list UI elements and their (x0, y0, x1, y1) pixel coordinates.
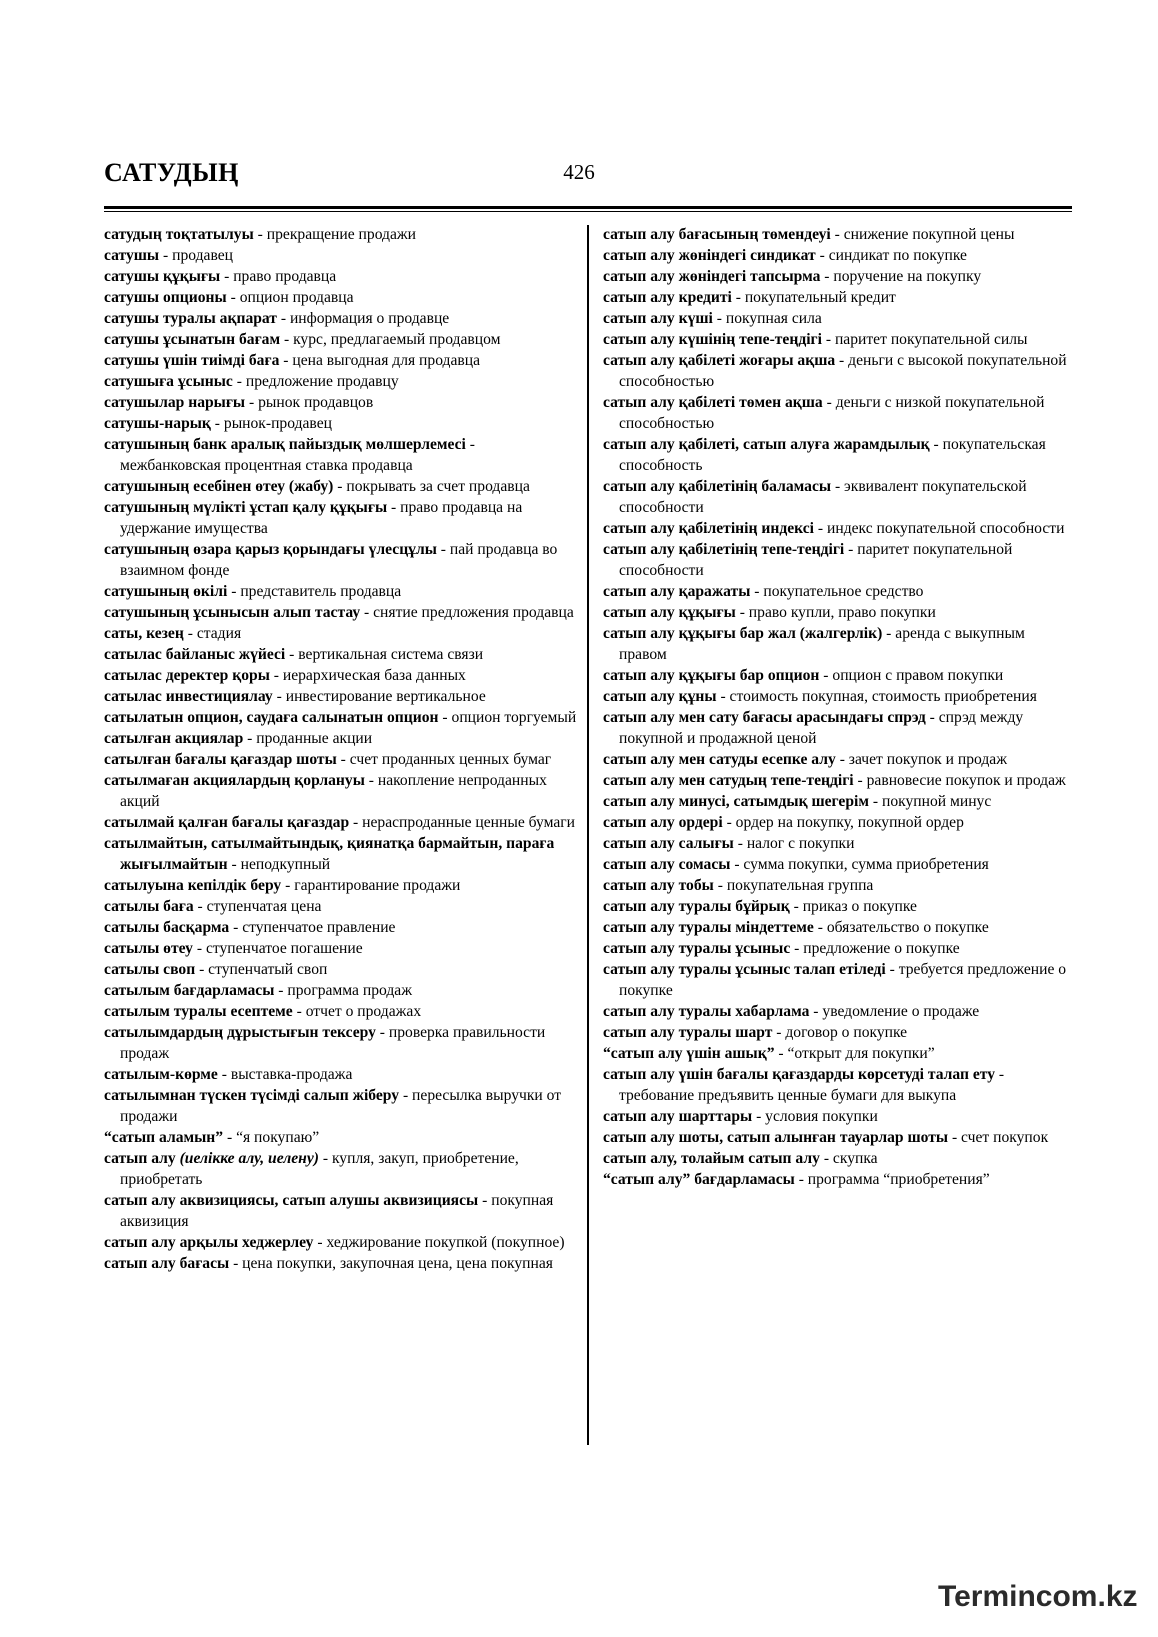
entry-definition: - “открыт для покупки” (774, 1045, 935, 1062)
watermark-logo (938, 1580, 1138, 1620)
entry-term: сатушы-нарық (104, 415, 211, 432)
dictionary-entry (104, 980, 578, 1001)
entry-definition: - опцион торгуемый (438, 709, 577, 726)
dictionary-entry (104, 1127, 578, 1148)
dictionary-entry (104, 770, 578, 812)
entry-term: сатылуына кепілдік беру (104, 877, 282, 894)
dictionary-entry (104, 896, 578, 917)
entry-definition: - сумма покупки, сумма приобретения (730, 856, 989, 873)
page-header-word: САТУДЫҢ (104, 158, 239, 187)
dictionary-entry (603, 539, 1071, 581)
entry-term: сатылымдардың дұрыстығын тексеру (104, 1024, 376, 1041)
entry-term: сатылас байланыс жүйесі (104, 646, 286, 663)
entry-term-note: (иелікке алу, иелену) (179, 1150, 319, 1167)
entry-definition: - покупной минус (868, 793, 992, 810)
entry-definition: - скупка (819, 1150, 878, 1167)
entry-definition: - приказ о покупке (789, 898, 917, 915)
entry-definition: - предложение о покупке (790, 940, 960, 957)
entry-term: сатушы (104, 247, 160, 264)
entry-term: сатылымнан түскен түсімді салып жіберу (104, 1087, 400, 1104)
header-rule-thick (104, 206, 1072, 209)
entry-term: сатушының есебінен өтеу (жабу) (104, 478, 334, 495)
dictionary-entry (603, 1169, 1071, 1190)
dictionary-entry (104, 1022, 578, 1064)
entry-definition: - покупательная группа (713, 877, 874, 894)
entry-term: сатып алу құқығы бар жал (жалгерлік) (603, 625, 883, 642)
entry-term: сатылы басқарма (104, 919, 230, 936)
dictionary-entry (104, 749, 578, 770)
entry-term: сатылым туралы есептеме (104, 1003, 293, 1020)
entry-term: сатылы өтеу (104, 940, 193, 957)
entry-definition: - выставка-продажа (217, 1066, 353, 1083)
entry-definition: - цена выгодная для продавца (279, 352, 481, 369)
dictionary-entry (603, 1148, 1071, 1169)
entry-definition: - прекращение продажи (253, 226, 417, 243)
entry-term: сатудың тоқтатылуы (104, 226, 254, 243)
entry-term: сатып алу қабілетінің тепе-теңдігі (603, 541, 845, 558)
entry-definition: - деньги с высокой покупательной способностью (619, 352, 1067, 390)
entry-definition: - неподкупный (227, 856, 331, 873)
dictionary-entry (104, 308, 578, 329)
entry-definition: - право купли, право покупки (735, 604, 936, 621)
entry-term: сатылған акциялар (104, 730, 244, 747)
dictionary-entry (104, 476, 578, 497)
entry-definition: - нераспроданные ценные бумаги (349, 814, 575, 831)
entry-definition: - аренда с выкупным правом (619, 625, 1025, 663)
entry-definition: - информация о продавце (276, 310, 450, 327)
dictionary-entry (603, 1043, 1071, 1064)
entry-term: сатып алу мен сату бағасы арасындағы спрэд (603, 709, 926, 726)
entry-term: сатып алу үшін бағалы қағаздарды көрсетуді талап ету (603, 1066, 996, 1083)
dictionary-entry (104, 665, 578, 686)
entry-definition: - пай продавца во взаимном фонде (120, 541, 558, 579)
entry-definition: - предложение продавцу (232, 373, 399, 390)
dictionary-entry (104, 539, 578, 581)
watermark-text: Termincom.kz (938, 1580, 1138, 1613)
dictionary-entry (104, 623, 578, 644)
entry-definition: - проданные акции (243, 730, 373, 747)
entry-term: сатушының мүлікті ұстап қалу құқығы (104, 499, 388, 516)
entry-definition: - индекс покупательной способности (814, 520, 1065, 537)
entry-definition: - покупная аквизиция (120, 1192, 554, 1230)
entry-definition: - продавец (159, 247, 233, 264)
entry-definition: - хеджирование покупкой (покупное) (313, 1234, 565, 1251)
entry-definition: - иерархическая база данных (269, 667, 466, 684)
entry-definition: - уведомление о продаже (809, 1003, 980, 1020)
entry-definition: - покупательное средство (750, 583, 924, 600)
entry-term: сатып алу жөніндегі синдикат (603, 247, 816, 264)
entry-term: сатып алу бағасының төмендеуі (603, 226, 831, 243)
entry-term: сатылған бағалы қағаздар шоты (104, 751, 337, 768)
dictionary-entry (104, 434, 578, 476)
dictionary-entry (603, 518, 1071, 539)
entry-definition: - вертикальная система связи (285, 646, 484, 663)
dictionary-entry (603, 896, 1071, 917)
entry-term: сатып алу аквизициясы, сатып алушы аквизициясы (104, 1192, 479, 1209)
dictionary-entry (104, 1001, 578, 1022)
entry-term: сатылас инвестициялау (104, 688, 273, 705)
entry-term: сатушының өзара қарыз қорындағы үлесцұлы (104, 541, 437, 558)
entry-term: сатып алу ордері (603, 814, 723, 831)
entry-definition: - снятие предложения продавца (360, 604, 574, 621)
header-rule-thin (104, 211, 1072, 212)
page-number: 426 (563, 160, 595, 184)
entry-term: сатушы ұсынатын бағам (104, 331, 281, 348)
entry-definition: - накопление непроданных акций (120, 772, 547, 810)
dictionary-entry (104, 1253, 578, 1274)
entry-definition: - требование предъявить ценные бумаги для выкупа (619, 1066, 1005, 1104)
entry-definition: - покупная сила (712, 310, 822, 327)
entry-definition: - купля, закуп, приобретение, приобретать (120, 1150, 519, 1188)
entry-definition: - межбанковская процентная ставка продавца (120, 436, 475, 474)
entry-term: сатып алу минусі, сатымдық шегерім (603, 793, 869, 810)
dictionary-entry (104, 686, 578, 707)
entry-term: сатылас деректер қоры (104, 667, 270, 684)
dictionary-entry (603, 917, 1071, 938)
dictionary-entry (603, 266, 1071, 287)
left-column (104, 224, 578, 1274)
entry-term: сатып алу күшінің тепе-теңдігі (603, 331, 822, 348)
dictionary-entry (603, 686, 1071, 707)
entry-term: сатып алу мен сатуды есепке алу (603, 751, 836, 768)
dictionary-entry (104, 1064, 578, 1085)
entry-term: сатып алу (104, 1150, 180, 1167)
dictionary-entry (603, 875, 1071, 896)
dictionary-entry (603, 959, 1071, 1001)
entry-term: сатып алу сомасы (603, 856, 731, 873)
dictionary-entry (603, 1001, 1071, 1022)
entry-term: саты, кезең (104, 625, 184, 642)
dictionary-entry (104, 245, 578, 266)
dictionary-entry (104, 959, 578, 980)
dictionary-entry (603, 1064, 1071, 1106)
entry-term: сатып алу шарттары (603, 1108, 753, 1125)
dictionary-entry (603, 707, 1071, 749)
entry-term: сатылым-көрме (104, 1066, 218, 1083)
entry-term: сатушыға ұсыныс (104, 373, 233, 390)
dictionary-entry (104, 1190, 578, 1232)
entry-term: сатылмай қалған бағалы қағаздар (104, 814, 350, 831)
dictionary-entry (104, 644, 578, 665)
dictionary-entry (104, 287, 578, 308)
entry-definition: - синдикат по покупке (815, 247, 967, 264)
dictionary-entry (104, 833, 578, 875)
dictionary-entry (104, 329, 578, 350)
entry-definition: - условия покупки (752, 1108, 878, 1125)
entry-definition: - договор о покупке (772, 1024, 908, 1041)
entry-term: сатып алу құқығы (603, 604, 736, 621)
dictionary-entry (104, 917, 578, 938)
entry-term: сатушы құқығы (104, 268, 221, 285)
entry-term: сатып алу күші (603, 310, 713, 327)
entry-term: сатып алу туралы міндеттеме (603, 919, 814, 936)
entry-term: сатып алу туралы шарт (603, 1024, 773, 1041)
dictionary-entry (603, 770, 1071, 791)
dictionary-entry (603, 329, 1071, 350)
entry-definition: - пересылка выручки от продажи (120, 1087, 562, 1125)
entry-term: сатып алу шоты, сатып алынған тауарлар шоты (603, 1129, 949, 1146)
dictionary-entry (603, 833, 1071, 854)
entry-term: сатушы опционы (104, 289, 227, 306)
entry-term: сатушы үшін тиімді баға (104, 352, 280, 369)
entry-definition: - цена покупки, закупочная цена, цена покупная (229, 1255, 553, 1272)
entry-term: сатып алу туралы хабарлама (603, 1003, 810, 1020)
entry-term: сатып алу тобы (603, 877, 714, 894)
entry-term: сатып алу кредиті (603, 289, 732, 306)
entry-term: сатып алу, толайым сатып алу (603, 1150, 820, 1167)
dictionary-entry (603, 749, 1071, 770)
dictionary-entry (104, 1085, 578, 1127)
column-divider (587, 225, 589, 1445)
dictionary-entry (104, 371, 578, 392)
entry-definition: - ступенчатая цена (193, 898, 322, 915)
entry-term: сатып алу қаражаты (603, 583, 751, 600)
dictionary-entry (603, 938, 1071, 959)
dictionary-entry (603, 350, 1071, 392)
entry-term: сатып алу арқылы хеджерлеу (104, 1234, 314, 1251)
dictionary-entry (104, 1232, 578, 1253)
entry-definition: - представитель продавца (227, 583, 402, 600)
entry-term: сатылы своп (104, 961, 196, 978)
entry-term: сатып алу жөніндегі тапсырма (603, 268, 821, 285)
dictionary-entry (603, 245, 1071, 266)
entry-term: сатушының өкілі (104, 583, 228, 600)
entry-definition: - ступенчатое правление (229, 919, 396, 936)
entry-term: сатылатын опцион, саудаға салынатын опцион (104, 709, 439, 726)
entry-definition: - ордер на покупку, покупной ордер (722, 814, 964, 831)
entry-definition: - эквивалент покупательской способности (619, 478, 1027, 516)
dictionary-entry (603, 308, 1071, 329)
dictionary-entry (603, 581, 1071, 602)
entry-term: “сатып аламын” (104, 1129, 224, 1146)
entry-definition: - налог с покупки (733, 835, 855, 852)
entry-term: сатып алу салығы (603, 835, 734, 852)
dictionary-entry (603, 476, 1071, 518)
entry-definition: - счет проданных ценных бумаг (336, 751, 552, 768)
entry-definition: - инвестирование вертикальное (272, 688, 486, 705)
entry-definition: - снижение покупной цены (830, 226, 1015, 243)
dictionary-entry (603, 224, 1071, 245)
entry-term: “сатып алу” бағдарламасы (603, 1171, 795, 1188)
entry-definition: - отчет о продажах (292, 1003, 422, 1020)
entry-definition: - рынок продавцов (245, 394, 374, 411)
dictionary-entry (603, 1106, 1071, 1127)
entry-term: сатып алу туралы ұсыныс (603, 940, 791, 957)
dictionary-entry (104, 392, 578, 413)
entry-definition: - курс, предлагаемый продавцом (280, 331, 501, 348)
entry-definition: - поручение на покупку (820, 268, 982, 285)
entry-term: сатушылар нарығы (104, 394, 246, 411)
entry-term: сатып алу қабілетінің баламасы (603, 478, 832, 495)
dictionary-entry (104, 497, 578, 539)
entry-definition: - право продавца на удержание имущества (120, 499, 523, 537)
entry-term: сатып алу бағасы (104, 1255, 230, 1272)
entry-term: сатушының банк аралық пайыздық мөлшерлемесі (104, 436, 466, 453)
entry-term: сатып алу құны (603, 688, 717, 705)
entry-term: сатушы туралы ақпарат (104, 310, 277, 327)
dictionary-entry (104, 812, 578, 833)
entry-definition: - покрывать за счет продавца (333, 478, 530, 495)
entry-definition: - ступенчатый своп (195, 961, 328, 978)
dictionary-entry (104, 728, 578, 749)
dictionary-entry (104, 350, 578, 371)
entry-term: “сатып алу үшін ашық” (603, 1045, 775, 1062)
entry-term: сатылым бағдарламасы (104, 982, 275, 999)
entry-term: сатып алу туралы бұйрық (603, 898, 790, 915)
entry-term: сатылы баға (104, 898, 194, 915)
entry-definition: - зачет покупок и продаж (835, 751, 1007, 768)
entry-definition: - программа продаж (274, 982, 413, 999)
entry-definition: - ступенчатое погашение (192, 940, 363, 957)
dictionary-entry (104, 707, 578, 728)
entry-definition: - паритет покупательной способности (619, 541, 1013, 579)
dictionary-entry (104, 224, 578, 245)
entry-term: сатушының ұсынысын алып тастау (104, 604, 361, 621)
entry-term: сатып алу қабілетінің индексі (603, 520, 815, 537)
entry-term: сатып алу мен сатудың тепе-теңдігі (603, 772, 854, 789)
entry-term: сатып алу туралы ұсыныс талап етіледі (603, 961, 886, 978)
dictionary-entry (603, 812, 1071, 833)
dictionary-entry (603, 665, 1071, 686)
dictionary-entry (104, 266, 578, 287)
dictionary-entry (603, 602, 1071, 623)
right-column (603, 224, 1071, 1190)
dictionary-entry (603, 791, 1071, 812)
entry-term: сатып алу қабілеті төмен ақша (603, 394, 823, 411)
dictionary-entry (104, 413, 578, 434)
dictionary-entry (104, 875, 578, 896)
dictionary-entry (603, 1127, 1071, 1148)
entry-definition: - “я покупаю” (223, 1129, 320, 1146)
entry-definition: - стадия (183, 625, 242, 642)
entry-definition: - спрэд между покупной и продажной ценой (619, 709, 1024, 747)
entry-definition: - опцион с правом покупки (819, 667, 1004, 684)
entry-term: сатып алу қабілеті, сатып алуға жарамдылық (603, 436, 930, 453)
dictionary-entry (104, 581, 578, 602)
entry-definition: - счет покупок (948, 1129, 1049, 1146)
dictionary-entry (603, 434, 1071, 476)
entry-definition: - покупательный кредит (731, 289, 896, 306)
entry-definition: - деньги с низкой покупательной способностью (619, 394, 1045, 432)
entry-term: сатып алу құқығы бар опцион (603, 667, 820, 684)
dictionary-entry (104, 602, 578, 623)
entry-definition: - опцион продавца (226, 289, 354, 306)
entry-definition: - покупательская способность (619, 436, 1046, 474)
entry-definition: - гарантирование продажи (281, 877, 461, 894)
dictionary-entry (104, 1148, 578, 1190)
dictionary-entry (603, 854, 1071, 875)
entry-definition: - проверка правильности продаж (120, 1024, 546, 1062)
entry-definition: - стоимость покупная, стоимость приобретения (716, 688, 1037, 705)
entry-definition: - требуется предложение о покупке (619, 961, 1067, 999)
entry-term: сатылмайтын, сатылмайтындық, қиянатқа бармайтын, параға жығылмайтын (104, 835, 555, 873)
entry-term: сатып алу қабілеті жоғары ақша (603, 352, 836, 369)
dictionary-entry (603, 287, 1071, 308)
entry-definition: - рынок-продавец (210, 415, 332, 432)
entry-definition: - обязательство о покупке (813, 919, 989, 936)
entry-definition: - равновесие покупок и продаж (853, 772, 1066, 789)
entry-definition: - паритет покупательной силы (821, 331, 1028, 348)
entry-term: сатылмаған акциялардың қорлануы (104, 772, 365, 789)
entry-definition: - право продавца (220, 268, 337, 285)
dictionary-entry (104, 938, 578, 959)
entry-definition: - программа “приобретения” (794, 1171, 990, 1188)
dictionary-entry (603, 1022, 1071, 1043)
dictionary-entry (603, 392, 1071, 434)
dictionary-entry (603, 623, 1071, 665)
